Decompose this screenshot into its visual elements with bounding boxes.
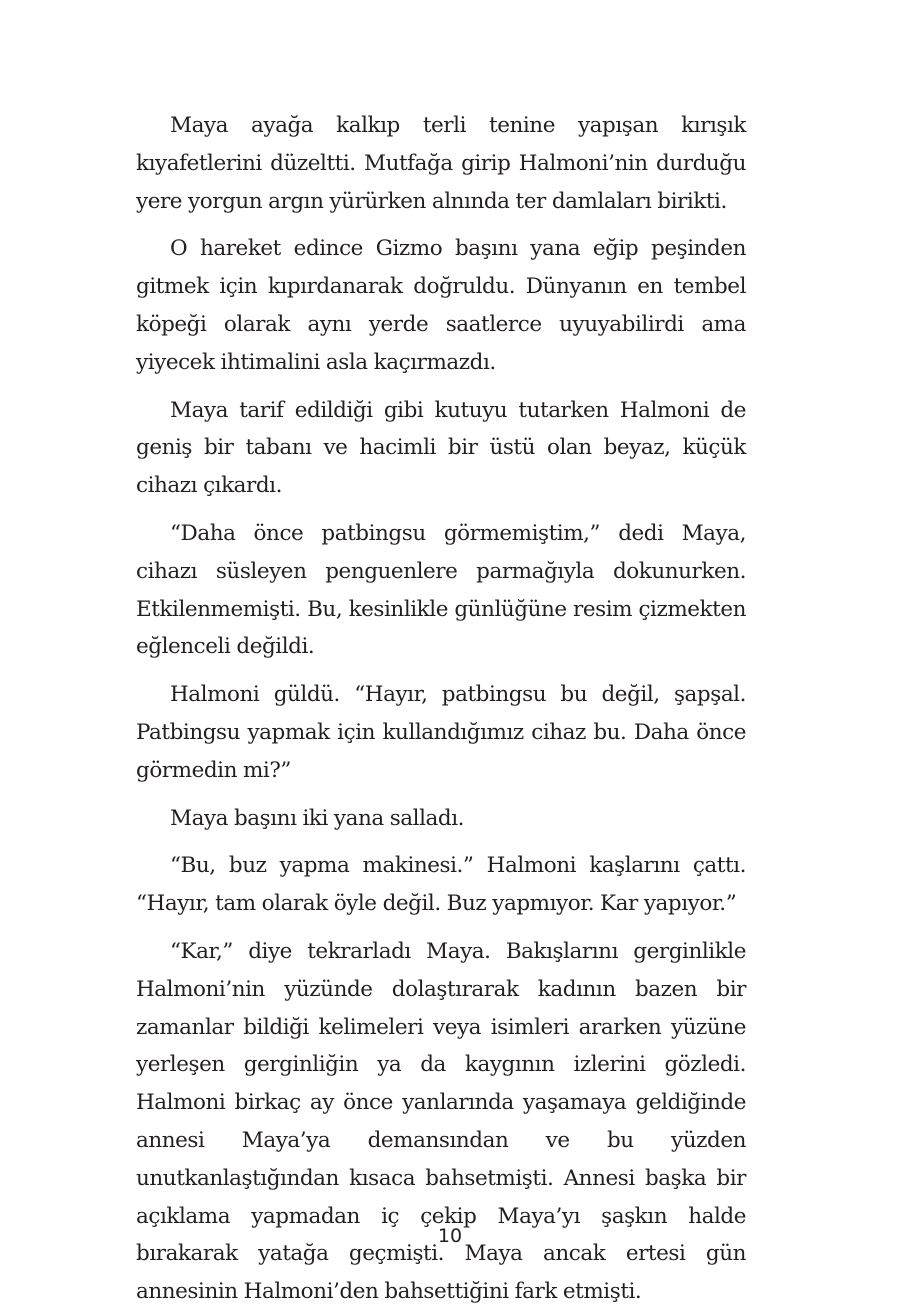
paragraph-5: Halmoni güldü. “Hayır, patbingsu bu değil, şapşal. Patbingsu yapmak için kullandığımız cihaz bu. Daha önce görmedin mi?” bbox=[136, 682, 746, 783]
paragraph-8: “Kar,” diye tekrarladı Maya. Bakışlarını gerginlikle Halmoni’nin yüzünde dolaştırarak kadının bazen bir zamanlar bildiği kelimeleri veya isimleri ararken yüzüne yerleşen gerginliğin ya da kaygının izlerini gözledi. Halmoni birkaç ay önce yanlarında yaşamaya geldiğinde annesi Maya’ya demansından ve bu yüzden unutkanlaştığından kısaca bahsetmişti. Annesi başka bir açıklama yapmadan iç çekip Maya’yı şaşkın halde bırakarak yatağa geçmişti. Maya ancak ertesi gün annesinin Halmoni’den bahsettiğini fark etmişti. bbox=[136, 938, 746, 1305]
body-text bbox=[136, 107, 746, 1311]
paragraph-1: Maya ayağa kalkıp terli tenine yapışan kırışık kıyafetlerini düzeltti. Mutfağa girip Halmoni’nin durduğu yere yorgun argın yürürken alnında ter damlaları birikti. bbox=[136, 113, 746, 214]
paragraph-6: Maya başını iki yana salladı. bbox=[170, 805, 465, 831]
page-number: 10 bbox=[437, 1225, 463, 1247]
paragraph-2: O hareket edince Gizmo başını yana eğip peşinden gitmek için kıpırdanarak doğruldu. Dünyanın en tembel köpeği olarak aynı yerde saatlerce uyuyabilirdi ama yiyecek ihtimalini asla kaçırmazdı. bbox=[136, 236, 746, 375]
paragraph-4: “Daha önce patbingsu görmemiştim,” dedi Maya, cihazı süsleyen penguenlere parmağıyla dokunurken. Etkilenmemişti. Bu, kesinlikle günlüğüne resim çizmekten eğlenceli değildi. bbox=[136, 520, 746, 660]
paragraph-7: “Bu, buz yapma makinesi.” Halmoni kaşlarını çattı. “Hayır, tam olarak öyle değil. Buz yapmıyor. Kar yapıyor.” bbox=[136, 853, 746, 917]
paragraph-3: Maya tarif edildiği gibi kutuyu tutarken Halmoni de geniş bir tabanı ve hacimli bir üstü olan beyaz, küçük cihazı çıkardı. bbox=[136, 397, 746, 499]
